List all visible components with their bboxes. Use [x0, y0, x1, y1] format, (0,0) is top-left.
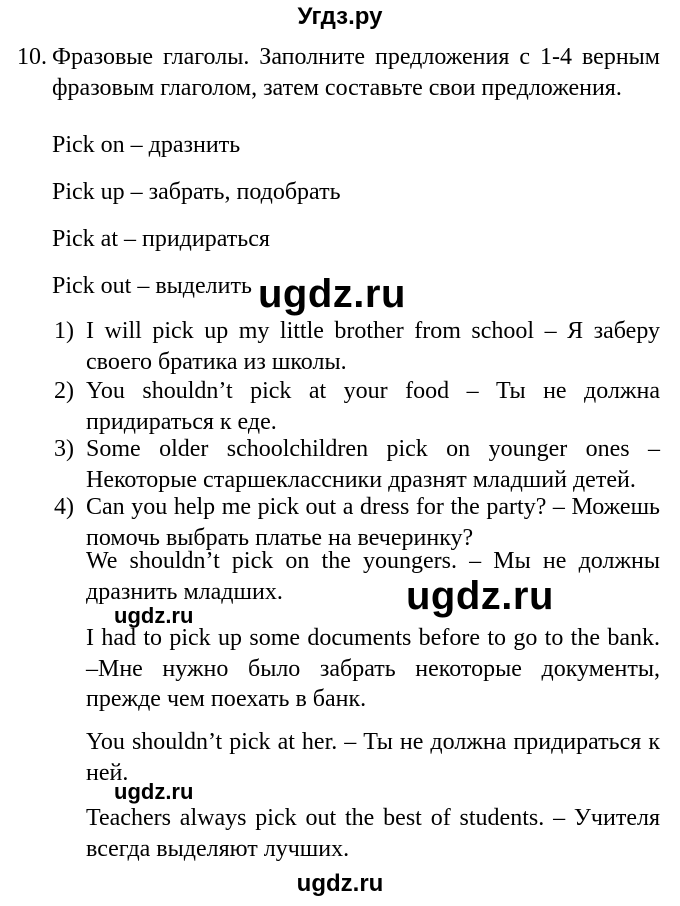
own-sentence-4: Teachers always pick out the best of students. – Учителя всегда выделяют лучших.: [86, 805, 660, 862]
watermark-small-1: ugdz.ru: [114, 603, 194, 628]
watermark-small-2: ugdz.ru: [114, 779, 194, 804]
own-sentence-1: We shouldn’t pick on the youngers. – Мы не должны дразнить младших.: [86, 548, 660, 605]
watermark-large: ugdz.ru: [258, 272, 406, 316]
glossary-item-pick-up: Pick up – забрать, подобрать: [52, 179, 341, 205]
answer-number-1: 1): [54, 318, 74, 344]
answer-number-3: 3): [54, 436, 74, 462]
task-instruction: Фразовые глаголы. Заполните предложения с 1-4 верным фразовым глаголом, затем составьте свои предложения.: [52, 44, 660, 101]
glossary-item-pick-at: Pick at – придираться: [52, 226, 270, 252]
answer-text-1: I will pick up my little brother from school – Я заберу своего братика из школы.: [86, 318, 660, 375]
glossary-item-pick-on: Pick on – дразнить: [52, 132, 241, 158]
own-sentence-3: You shouldn’t pick at her. – Ты не должна придираться к ней.: [86, 729, 660, 786]
glossary-item-pick-out: Pick out – выделить: [52, 273, 252, 299]
answer-text-2: You shouldn’t pick at your food – Ты не должна придираться к еде.: [86, 378, 660, 435]
answer-number-2: 2): [54, 378, 74, 404]
answer-text-4: Can you help me pick out a dress for the party? – Можешь помочь выбрать платье на вечеринку?: [86, 494, 660, 551]
answer-number-4: 4): [54, 494, 74, 520]
site-footer: ugdz.ru: [296, 870, 384, 897]
own-sentence-2: I had to pick up some documents before to go to the bank. –Мне нужно было забрать некоторые документы, прежде чем поехать в банк.: [86, 625, 660, 712]
task-number: 10.: [17, 44, 47, 70]
answer-text-3: Some older schoolchildren pick on younger ones – Некоторые старшеклассники дразнят младший детей.: [86, 436, 660, 493]
watermark-large-2: ugdz.ru: [406, 574, 554, 618]
site-header: Угдз.ру: [297, 3, 383, 30]
